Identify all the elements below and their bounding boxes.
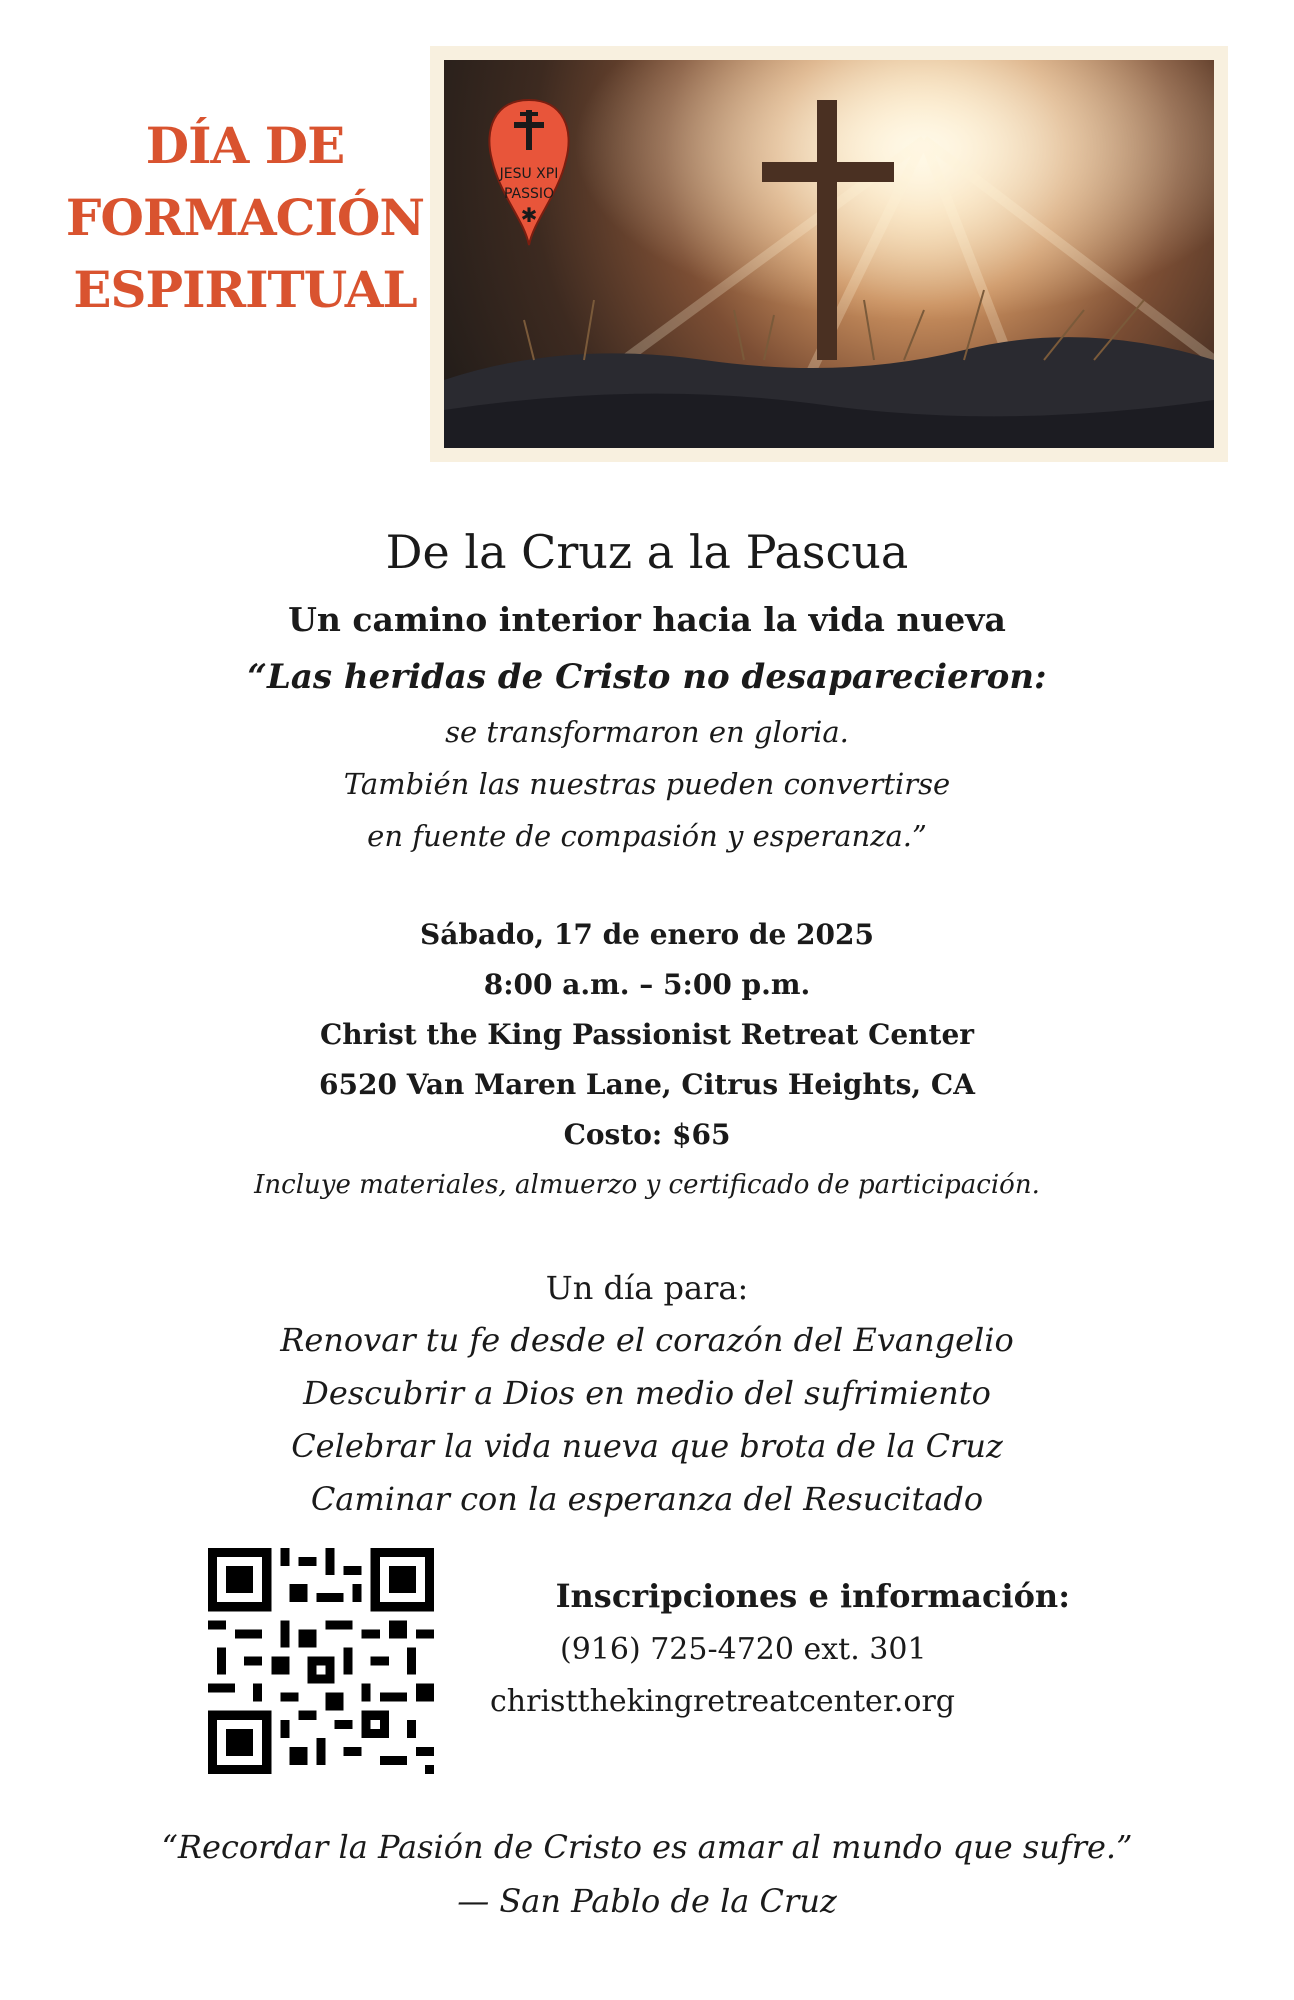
contact-block xyxy=(470,1568,1070,1728)
emblem-text: PASSIO xyxy=(503,186,555,202)
contact-heading: Inscripciones e información: xyxy=(555,1577,1070,1615)
event-address: 6520 Van Maren Lane, Citrus Heights, CA xyxy=(319,1068,975,1101)
contact-phone[interactable]: (916) 725-4720 ext. 301 xyxy=(560,1632,927,1667)
event-time: 8:00 a.m. – 5:00 p.m. xyxy=(483,968,811,1001)
quote-lead: “Las heridas de Cristo no desaparecieron: xyxy=(247,657,1047,697)
purpose-item: Caminar con la esperanza del Resucitado xyxy=(310,1480,984,1518)
event-date: Sábado, 17 de enero de 2025 xyxy=(420,918,874,951)
quote-line: También las nuestras pueden convertirse xyxy=(343,767,951,801)
event-venue: Christ the King Passionist Retreat Center xyxy=(319,1018,975,1051)
footer-attribution: — San Pablo de la Cruz xyxy=(457,1882,837,1920)
heading-line: DÍA DE xyxy=(145,116,345,175)
purpose-item: Descubrir a Dios en medio del sufrimiento xyxy=(303,1374,991,1412)
svg-text:✱: ✱ xyxy=(520,203,538,227)
quote-line: en fuente de compasión y esperanza.” xyxy=(367,819,927,853)
cross-photo xyxy=(444,60,1214,448)
emblem-text: JESU XPI xyxy=(499,166,559,182)
purpose-item: Renovar tu fe desde el corazón del Evangelio xyxy=(280,1321,1014,1359)
event-heading xyxy=(40,110,450,326)
purpose-intro: Un día para: xyxy=(545,1269,749,1307)
cross-scene-illustration xyxy=(444,60,1214,448)
heading-line: ESPIRITUAL xyxy=(73,260,417,319)
event-title: De la Cruz a la Pascua xyxy=(385,525,909,579)
cross-photo-frame xyxy=(430,46,1228,462)
contact-website-link[interactable]: christthekingretreatcenter.org xyxy=(490,1684,955,1719)
event-subtitle: Un camino interior hacia la vida nueva xyxy=(288,600,1006,639)
quote-line: se transformaron en gloria. xyxy=(445,715,849,749)
footer-quote: “Recordar la Pasión de Cristo es amar al mundo que sufre.” xyxy=(161,1828,1133,1866)
qr-code-icon[interactable] xyxy=(208,1548,434,1774)
heading-line: FORMACIÓN xyxy=(65,188,425,247)
event-includes: Incluye materiales, almuerzo y certificado de participación. xyxy=(254,1170,1040,1200)
event-cost: Costo: $65 xyxy=(563,1118,731,1151)
purpose-item: Celebrar la vida nueva que brota de la Cruz xyxy=(291,1427,1003,1465)
